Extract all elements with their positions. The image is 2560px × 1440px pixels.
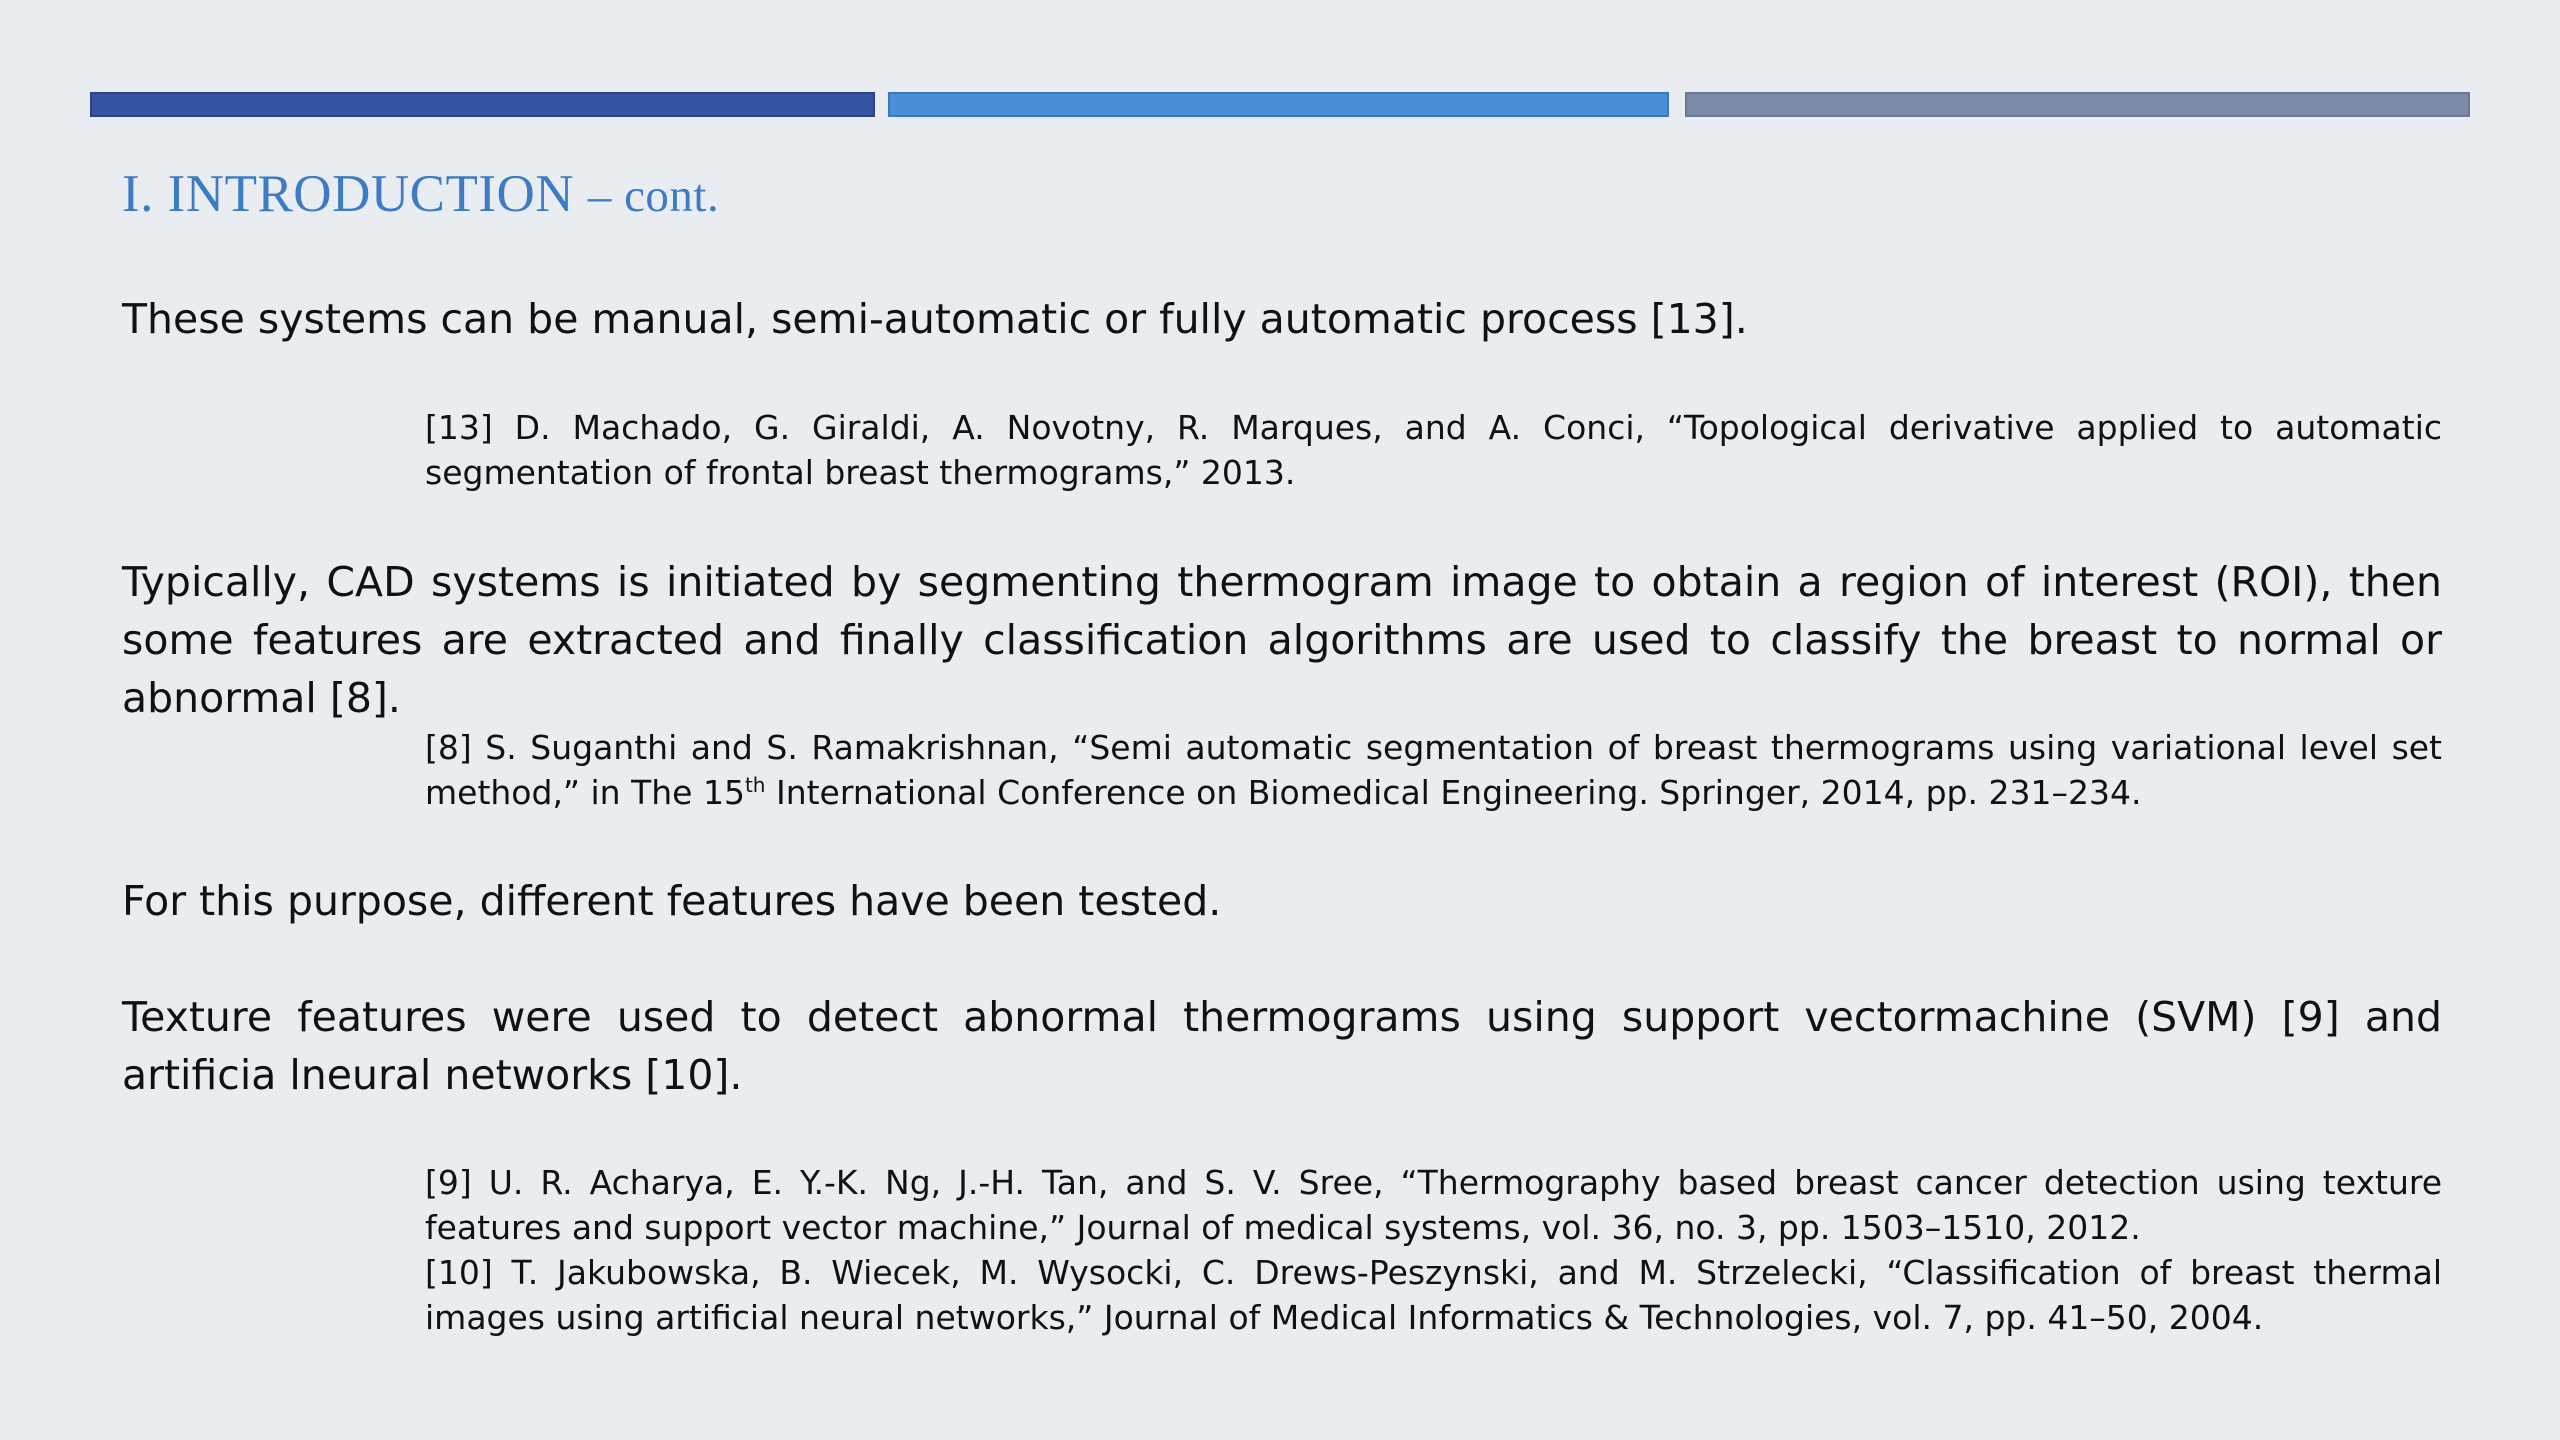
slide-title — [122, 164, 719, 224]
reference-8 — [425, 725, 2442, 815]
paragraph-texture: Texture features were used to detect abnormal thermograms using support vectormachine (SVM) [9] and artificia lneural networks [10]. — [122, 993, 2442, 1099]
reference-9: [9] U. R. Acharya, E. Y.-K. Ng, J.-H. Tan, and S. V. Sree, “Thermography based breast cancer detection using texture features and support vector machine,” Journal of medical systems, vol. 36, no. 3, pp. 1503–1510, 2012. — [425, 1163, 2442, 1247]
header-bar-dark-blue — [90, 92, 875, 117]
reference-8-text: [8] S. Suganthi and S. Ramakrishnan, “Semi automatic segmentation of breast thermograms using variational level set method,” in The 15 — [425, 728, 2442, 812]
paragraph-purpose: For this purpose, different features have been tested. — [122, 877, 1222, 925]
header-bar-light-blue — [888, 92, 1669, 117]
slide-title-main: I. INTRODUCTION — [122, 165, 575, 223]
paragraph-systems: These systems can be manual, semi-automatic or fully automatic process [13]. — [122, 295, 1748, 343]
slide-title-suffix: – cont. — [587, 170, 720, 222]
paragraph-cad: Typically, CAD systems is initiated by segmenting thermogram image to obtain a region of interest (ROI), then some features are extracted and finally classification algorithms are used to classify the breast to normal or abnormal [8]. — [122, 558, 2442, 722]
reference-8-text-end: International Conference on Biomedical Engineering. Springer, 2014, pp. 231–234. — [765, 773, 2142, 812]
reference-8-superscript: th — [744, 773, 766, 797]
header-bar-slate — [1685, 92, 2470, 117]
reference-10: [10] T. Jakubowska, B. Wiecek, M. Wysocki, C. Drews-Peszynski, and M. Strzelecki, “Classification of breast thermal images using artificial neural networks,” Journal of Medical Informatics & Technologies, vol. 7, pp. 41–50, 2004. — [425, 1253, 2442, 1337]
reference-13: [13] D. Machado, G. Giraldi, A. Novotny, R. Marques, and A. Conci, “Topological derivative applied to automatic segmentation of frontal breast thermograms,” 2013. — [425, 408, 2442, 492]
